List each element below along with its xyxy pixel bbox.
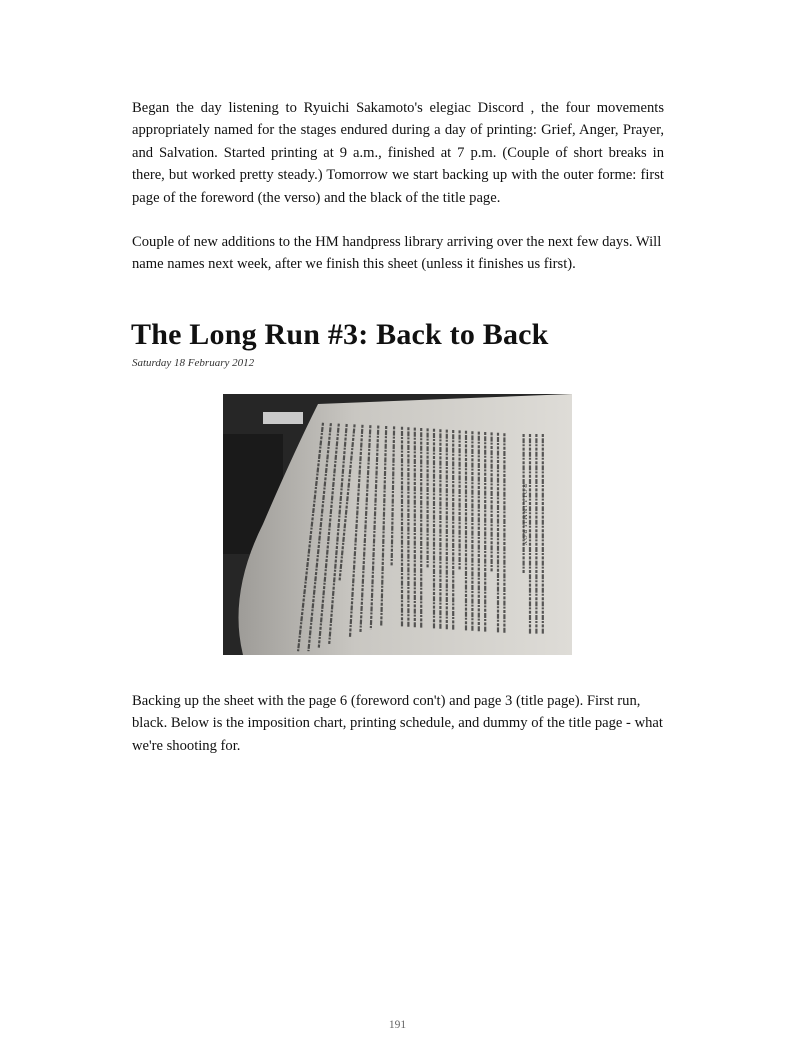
running-head: R O L L I N M I L R O Y	[521, 484, 527, 546]
post-date: Saturday 18 February 2012	[132, 357, 255, 369]
printed-sheet-illustration	[223, 394, 572, 655]
post-title: The Long Run #3: Back to Back	[131, 318, 549, 351]
page-number: 191	[388, 1019, 407, 1031]
backing-up-paragraph: Backing up the sheet with the page 6 (foreword con't) and page 3 (title page). First run, black. Below is the imposition chart, printing schedule, and dummy of the title page - what we're shooting for.	[132, 693, 663, 754]
ceiling-light	[263, 412, 303, 424]
printed-sheet-photo	[223, 394, 572, 655]
library-paragraph: Couple of new additions to the HM handpress library arriving over the next few days. Will name names next week, after we finish this sheet (unless it finishes us first).	[132, 234, 662, 273]
intro-paragraph: Began the day listening to Ryuichi Sakamoto's elegiac Discord , the four movements appropriately named for the stages endured during a day of printing: Grief, Anger, Prayer, and Salvation. Started printing at 9 a.m., finished at 7 p.m. (Couple of short breaks in there, but worked pretty steady.) Tomorrow we start backing up with the outer forme: first page of the foreword (the verso) and the black of the title page.	[132, 100, 664, 206]
